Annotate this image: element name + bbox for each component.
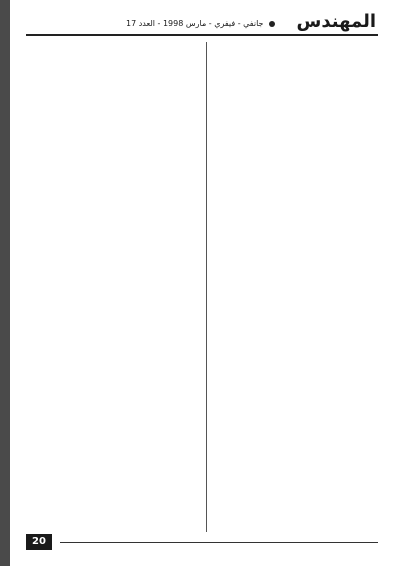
- footer-rule: [60, 542, 378, 543]
- article-body: [26, 42, 378, 532]
- issue-text: جانفي - فيفري - مارس 1998 - العدد 17: [125, 19, 264, 28]
- header-rule: [26, 34, 378, 36]
- page-footer: [26, 534, 378, 552]
- column-divider: [206, 42, 207, 532]
- page-number: 20: [26, 534, 52, 550]
- left-column: [26, 42, 202, 532]
- page-header: [26, 10, 378, 37]
- bullet-icon: [269, 21, 275, 27]
- right-column: [202, 42, 378, 532]
- masthead: المهندس: [296, 11, 376, 32]
- scan-edge: [0, 0, 10, 566]
- issue-line: [126, 17, 278, 31]
